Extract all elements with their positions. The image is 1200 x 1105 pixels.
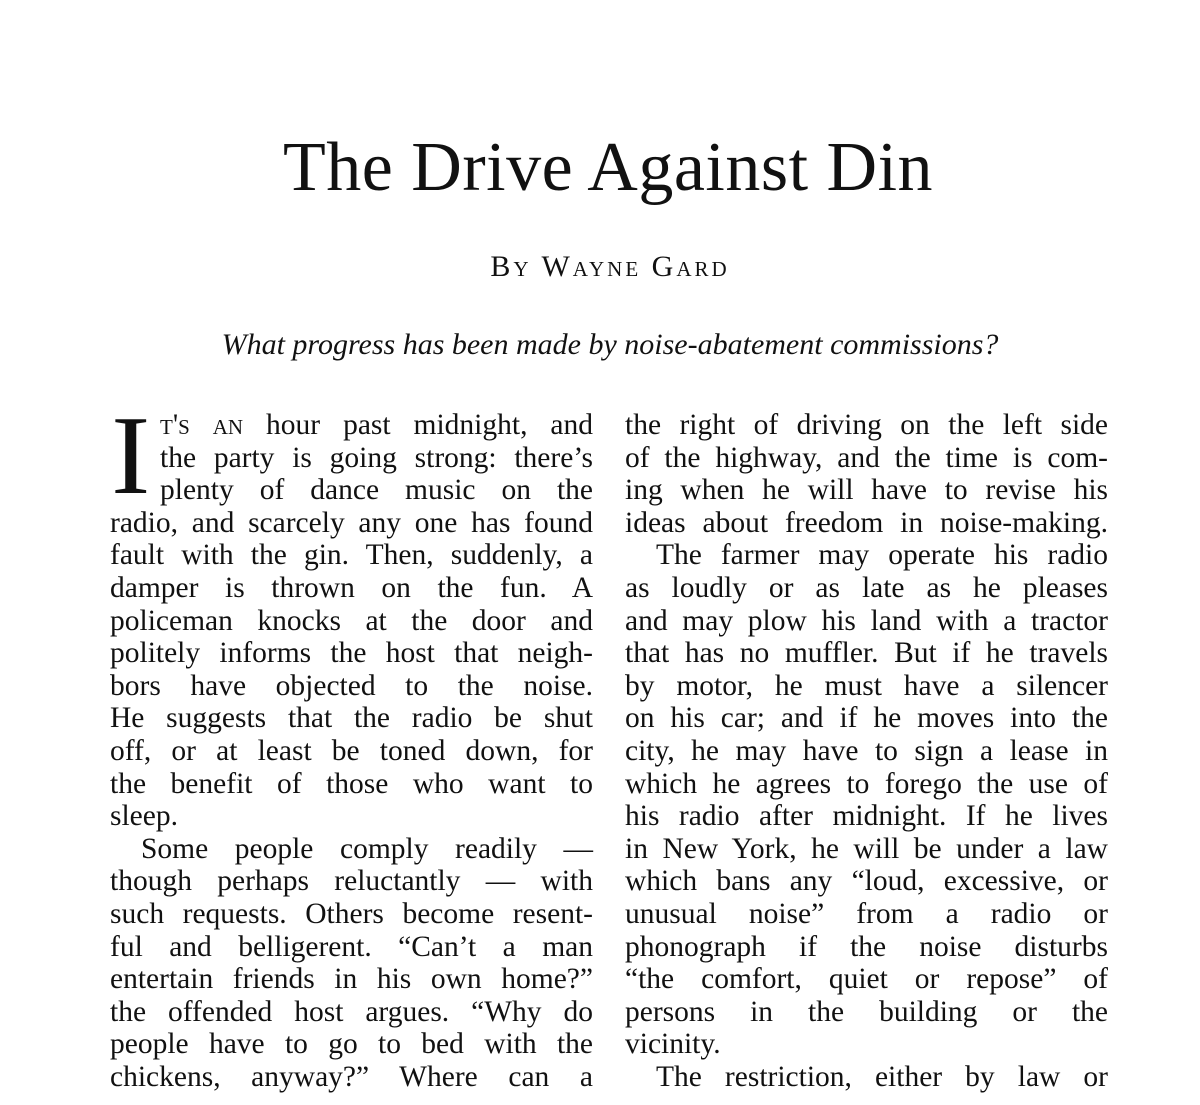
text-line: as loudly or as late as he pleases	[625, 571, 1108, 604]
text-line: radio, and scarcely any one has found	[110, 506, 593, 539]
text-line: which he agrees to forego the use of	[625, 767, 1108, 800]
text-line: the offended host argues. “Why do	[110, 995, 593, 1028]
byline: By Wayne Gard	[490, 250, 730, 283]
text-line: He suggests that the radio be shut	[110, 702, 593, 735]
text-line: damper is thrown on the fun. A	[110, 571, 593, 604]
text-line: politely informs the host that neigh-	[110, 637, 593, 670]
text-line: and may plow his land with a tractor	[625, 604, 1108, 637]
text-line: ful and belligerent. “Can’t a man	[110, 930, 593, 963]
right-column	[625, 409, 1108, 1093]
subtitle: What progress has been made by noise-abatement commissions?	[221, 328, 999, 361]
text-line: people have to go to bed with the	[110, 1028, 593, 1061]
text-line: “the comfort, quiet or repose” of	[625, 963, 1108, 996]
text-line: unusual noise” from a radio or	[625, 897, 1108, 930]
text-line: ideas about freedom in noise-making.	[625, 506, 1108, 539]
text-line: bors have objected to the noise.	[110, 669, 593, 702]
text-line: that has no muffler. But if he travels	[625, 637, 1108, 670]
text-line: of the highway, and the time is com-	[625, 441, 1108, 474]
text-line: his radio after midnight. If he lives	[625, 800, 1108, 833]
text-line: phonograph if the noise disturbs	[625, 930, 1108, 963]
text-line: city, he may have to sign a lease in	[625, 734, 1108, 767]
text-line: the benefit of those who want to	[110, 767, 593, 800]
text-line: by motor, he must have a silencer	[625, 669, 1108, 702]
text-line: chickens, anyway?” Where can a	[110, 1060, 593, 1093]
text-line: Some people comply readily —	[141, 832, 593, 865]
left-column	[110, 394, 593, 1093]
text-line: off, or at least be toned down, for	[110, 734, 593, 767]
text-line: such requests. Others become resent-	[110, 897, 593, 930]
text-line: fault with the gin. Then, suddenly, a	[110, 539, 593, 572]
text-line: entertain friends in his own home?”	[110, 963, 593, 996]
text-line: in New York, he will be under a law	[625, 832, 1108, 865]
text-line: the right of driving on the left side	[625, 409, 1108, 441]
lead-in-small-caps: t's an	[160, 409, 244, 441]
drop-cap: I	[111, 394, 151, 518]
text-line: The farmer may operate his radio	[656, 539, 1108, 572]
article-title: The Drive Against Din	[282, 129, 934, 206]
text-line: ing when he will have to revise his	[625, 474, 1108, 507]
text-line: though perhaps reluctantly — with	[110, 865, 593, 898]
text-line	[110, 409, 593, 442]
text-line: sleep.	[110, 800, 178, 833]
text-line: plenty of dance music on the	[160, 474, 593, 507]
text-line: policeman knocks at the door and	[110, 604, 593, 637]
line-text: hour past midnight, and	[243, 409, 593, 441]
text-line: The restriction, either by law or	[656, 1060, 1108, 1093]
text-line: vicinity.	[625, 1028, 721, 1061]
text-line: persons in the building or the	[625, 995, 1108, 1028]
text-line: the party is going strong: there’s	[160, 441, 593, 474]
text-line: on his car; and if he moves into the	[625, 702, 1108, 735]
text-line: which bans any “loud, excessive, or	[625, 865, 1108, 898]
